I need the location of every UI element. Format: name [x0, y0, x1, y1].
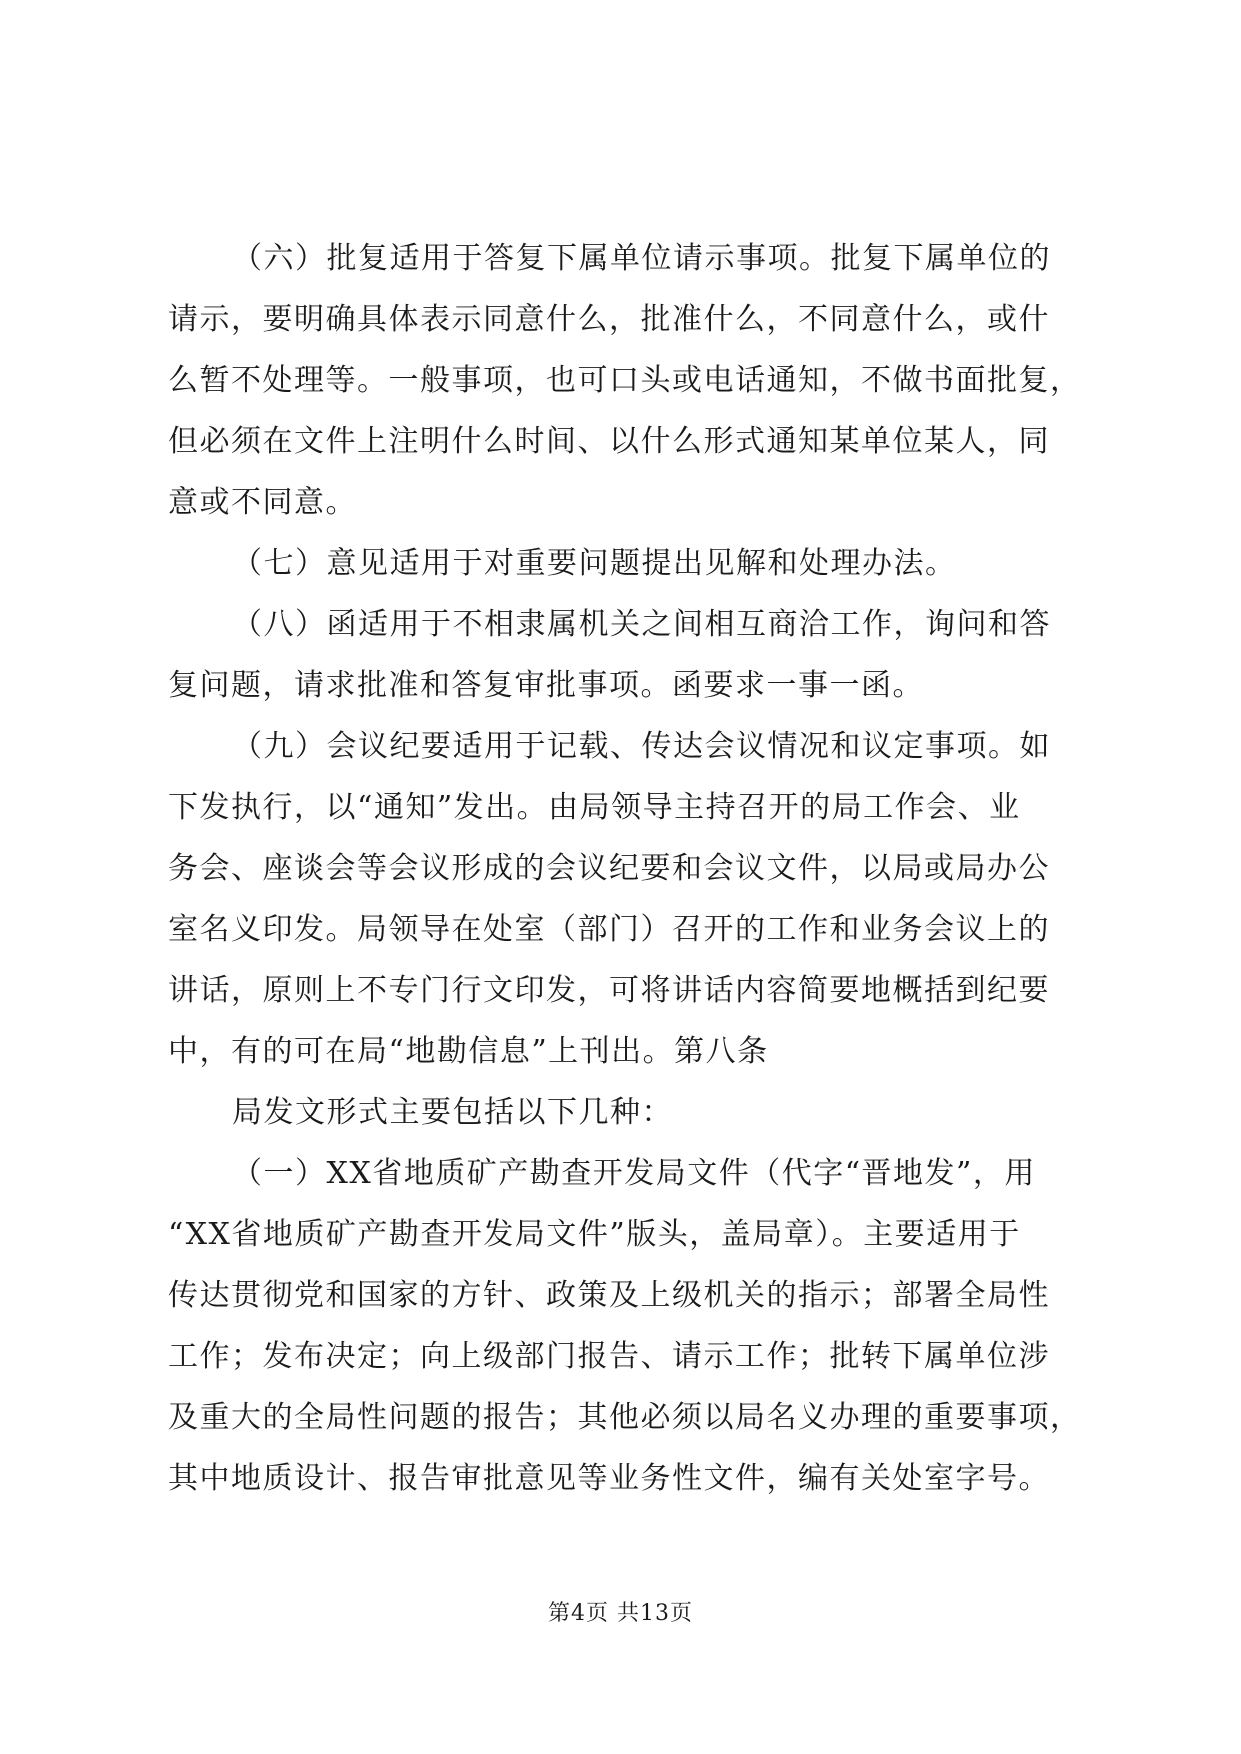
- paragraph-line: （九）会议纪要适用于记载、传达会议情况和议定事项。如: [232, 729, 1051, 764]
- paragraph-line: 意或不同意。: [168, 485, 357, 520]
- paragraph-line: （一）XX省地质矿产勘查开发局文件（代字“晋地发”，用: [232, 1156, 1036, 1191]
- paragraph-line: 请示，要明确具体表示同意什么，批准什么，不同意什么，或什: [168, 302, 1050, 337]
- paragraph-line: （七）意见适用于对重要问题提出见解和处理办法。: [232, 546, 957, 581]
- paragraph-line: （六）批复适用于答复下属单位请示事项。批复下属单位的: [232, 241, 1051, 276]
- paragraph-line: 讲话，原则上不专门行文印发，可将讲话内容简要地概括到纪要: [168, 973, 1050, 1008]
- paragraph-line: 务会、座谈会等会议形成的会议纪要和会议文件，以局或局办公: [168, 851, 1050, 886]
- paragraph-line: “XX省地质矿产勘查开发局文件”版头，盖局章）。主要适用于: [168, 1217, 1021, 1252]
- paragraph-line: 下发执行，以“通知”发出。由局领导主持召开的局工作会、业: [168, 790, 1021, 825]
- paragraph-line: 工作；发布决定；向上级部门报告、请示工作；批转下属单位涉: [168, 1339, 1050, 1374]
- paragraph-line: 其中地质设计、报告审批意见等业务性文件，编有关处室字号。: [168, 1461, 1050, 1496]
- body-text: [168, 228, 1088, 1509]
- paragraph-line: 室名义印发。局领导在处室（部门）召开的工作和业务会议上的: [168, 912, 1050, 947]
- paragraph-line: 传达贯彻党和国家的方针、政策及上级机关的指示；部署全局性: [168, 1278, 1050, 1313]
- paragraph-line: （八）函适用于不相隶属机关之间相互商洽工作，询问和答: [232, 607, 1051, 642]
- paragraph-line: 及重大的全局性问题的报告；其他必须以局名义办理的重要事项，: [168, 1400, 1082, 1435]
- page-number: 第4页 共13页: [548, 1601, 693, 1626]
- paragraph-line: 复问题，请求批准和答复审批事项。函要求一事一函。: [168, 668, 924, 703]
- paragraph-line: 么暂不处理等。一般事项，也可口头或电话通知，不做书面批复，: [168, 363, 1082, 398]
- paragraph-line: 局发文形式主要包括以下几种：: [232, 1095, 673, 1130]
- paragraph-line: 但必须在文件上注明什么时间、以什么形式通知某单位某人，同: [168, 424, 1050, 459]
- paragraph-line: 中，有的可在局“地勘信息”上刊出。第八条: [168, 1034, 769, 1069]
